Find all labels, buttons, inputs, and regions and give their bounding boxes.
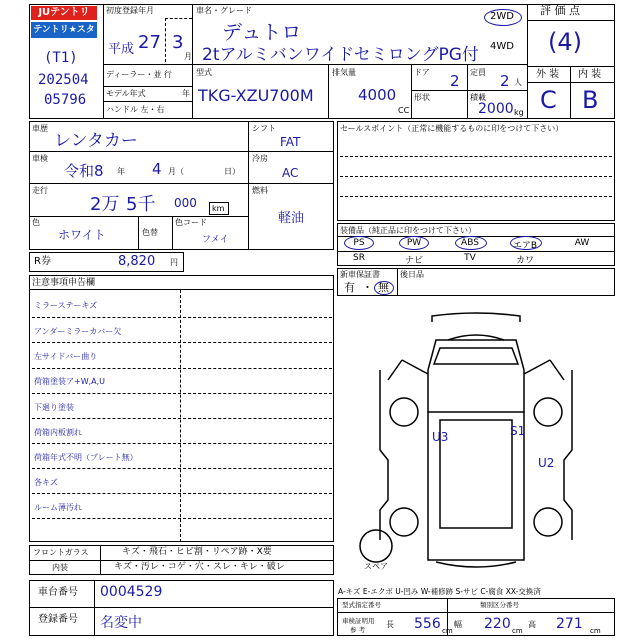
- damage-legend: A-キズ E-エクボ U-凹み W-補修跡 S-サビ C-腐食 XX-交換済: [338, 587, 541, 596]
- color-swap-label: 色替: [142, 228, 158, 237]
- notes-header: 注意事項申告欄: [32, 278, 96, 288]
- lot-id-line1: 202504: [38, 72, 89, 88]
- wheel-front-left: [390, 398, 418, 426]
- cc-unit: CC: [398, 106, 410, 115]
- width-value: 220: [484, 616, 511, 632]
- model-year-label: モデル年式: [106, 89, 146, 98]
- logo-line2: テントリ★スター: [31, 22, 97, 38]
- spare-tire: [360, 530, 392, 562]
- divider: [467, 64, 468, 119]
- shape-label: 形状: [414, 93, 430, 102]
- recycle-label: R券: [34, 256, 51, 267]
- aircon-label: 冷房: [252, 154, 268, 163]
- model-cert-label: 型式指定番号: [342, 601, 381, 609]
- mirror-stays: [388, 360, 564, 380]
- divider: [165, 18, 192, 19]
- displacement-label: 排気量: [332, 68, 356, 77]
- length-label: 長: [386, 620, 394, 629]
- equip-tv: TV: [464, 253, 476, 263]
- divider: [32, 418, 332, 419]
- divider: [29, 151, 248, 152]
- drive-4wd: 4WD: [490, 41, 514, 52]
- yen-unit: 円: [170, 258, 178, 267]
- width-unit: cm: [512, 627, 523, 635]
- wheel-front-right: [534, 398, 562, 426]
- cab-outline: [428, 340, 524, 412]
- reg-no-value: 名変中: [100, 615, 142, 631]
- divider: [397, 268, 398, 296]
- divider: [340, 196, 612, 197]
- divider: [138, 216, 139, 250]
- divider: [570, 66, 571, 119]
- doors-label: ドア: [414, 68, 430, 77]
- first-reg-era: 平成: [108, 42, 135, 57]
- note-item: 荷箱塗装ア+W,A,U: [34, 377, 106, 386]
- note-item: 荷箱年式不明（プレート無）: [34, 453, 138, 462]
- color-value: ホワイト: [58, 228, 106, 242]
- color-code-label: 色コード: [175, 218, 207, 227]
- divider: [527, 82, 615, 83]
- year-unit: 年: [182, 89, 190, 98]
- divider: [192, 4, 193, 119]
- color-code-value: フメイ: [202, 235, 229, 245]
- width-label: 幅: [454, 620, 462, 629]
- divider: [527, 20, 615, 21]
- inspection-year-unit: 年: [117, 167, 125, 176]
- equip-navi: ナビ: [404, 256, 423, 266]
- divider: [103, 86, 192, 87]
- divider: [29, 289, 334, 290]
- circle-mark: [374, 281, 394, 295]
- height-label: 高: [528, 620, 536, 629]
- divider: [248, 121, 249, 250]
- note-item: ルーム薄汚れ: [34, 503, 82, 512]
- height-value: 271: [556, 616, 583, 632]
- divider: [527, 66, 615, 67]
- front-glass-options: キズ・飛石・ヒビ割・リペア跡・X要: [122, 547, 272, 557]
- inspection-era-year: 令和8: [64, 162, 104, 180]
- history-value: レンタカー: [54, 131, 138, 151]
- damage-u3: U3: [432, 430, 449, 444]
- vehicle-name: デュトロ: [222, 20, 302, 44]
- vehicle-grade: 2tアルミバンワイドセミロングPG付: [202, 45, 479, 65]
- warranty-sep: ・: [362, 281, 373, 294]
- mileage-rest: 000: [174, 196, 197, 210]
- front-bumper-top: [432, 313, 520, 322]
- divider: [29, 607, 334, 608]
- windshield: [434, 348, 518, 364]
- reg-no-label: 登録番号: [38, 614, 78, 625]
- note-item: 下廻り塗装: [34, 403, 74, 412]
- color-label: 色: [32, 218, 40, 227]
- divider: [337, 612, 615, 613]
- note-item: 各キズ: [34, 478, 58, 487]
- model-type-label: 型式: [196, 68, 212, 77]
- divider: [32, 443, 332, 444]
- capacity-value: 2: [500, 72, 510, 90]
- divider: [328, 64, 329, 119]
- wheel-rear-right: [534, 508, 562, 536]
- divider: [165, 18, 166, 62]
- length-unit: cm: [442, 627, 453, 635]
- divider: [29, 183, 248, 184]
- divider: [180, 290, 181, 542]
- mileage-sen: 5千: [126, 194, 156, 215]
- note-item: 荷箱内板割れ: [34, 428, 82, 437]
- first-reg-year: 27: [138, 32, 161, 53]
- circle-mark: [399, 236, 429, 250]
- divider: [337, 251, 615, 252]
- damage-u2: U2: [538, 456, 555, 470]
- km-unit: km: [212, 204, 225, 213]
- first-reg-month: 3: [172, 32, 184, 53]
- divider: [32, 518, 332, 519]
- front-glass-label: フロントガラス: [33, 548, 89, 557]
- cert-label: 車検証明用: [342, 617, 375, 625]
- divider: [32, 393, 332, 394]
- wheel-rear-left: [390, 508, 418, 536]
- logo-line1: JUテントリ: [31, 6, 97, 20]
- inspection-month-unit: 月（: [168, 167, 184, 176]
- divider: [248, 151, 334, 152]
- chassis-no-label: 車台番号: [38, 587, 78, 598]
- divider: [32, 342, 332, 343]
- exterior-score: C: [540, 86, 557, 114]
- company-logo: [31, 6, 97, 51]
- mileage-label: 走行: [32, 186, 48, 195]
- aircon-value: AC: [282, 166, 299, 180]
- divider: [340, 156, 612, 157]
- capacity-unit: 人: [514, 78, 522, 87]
- mileage-man: 2万: [90, 194, 120, 215]
- equip-abs: ABS: [461, 238, 479, 248]
- interior-score: B: [582, 86, 599, 114]
- evaluation-label: 評 価 点: [540, 4, 580, 17]
- equip-leather: カワ: [515, 256, 534, 266]
- recycle-frame: [29, 252, 184, 272]
- load-unit: kg: [514, 108, 524, 117]
- mirrors: [402, 360, 550, 374]
- class-no-label: 類別区分番号: [480, 601, 519, 609]
- exterior-label: 外 装: [536, 69, 560, 80]
- capacity-label: 定員: [470, 68, 486, 77]
- recycle-fee: 8,820: [118, 254, 156, 269]
- after-date-label: 後日品: [400, 270, 424, 279]
- first-reg-label: 初度登録年月: [106, 6, 154, 15]
- divider: [29, 560, 334, 561]
- doors-value: 2: [450, 72, 460, 90]
- inspection-label: 車検: [32, 154, 48, 163]
- month-unit: 月: [184, 52, 192, 61]
- equip-pw: PW: [406, 238, 422, 248]
- model-code: TKG-XZU700M: [198, 86, 314, 105]
- divider: [32, 317, 332, 318]
- circle-mark: [510, 236, 542, 250]
- load-value: 2000: [478, 101, 514, 117]
- equip-ps: PS: [353, 238, 365, 248]
- spare-label: スペア: [364, 562, 388, 571]
- divider: [32, 468, 332, 469]
- cargo-floor: [440, 420, 512, 528]
- shift-label: シフト: [252, 124, 276, 133]
- divider: [100, 545, 101, 575]
- length-value: 556: [414, 616, 441, 632]
- displacement-value: 4000: [358, 86, 397, 104]
- height-unit: cm: [590, 627, 601, 635]
- circle-mark: [344, 236, 374, 250]
- divider: [94, 580, 95, 636]
- warranty-has: 有: [344, 281, 355, 294]
- divider: [103, 101, 192, 102]
- divider: [248, 183, 334, 184]
- interior-options: キズ・汚レ・コゲ・穴・スレ・キレ・破レ: [114, 562, 285, 572]
- note-item: ミラーステーキズ: [34, 301, 98, 310]
- divider: [32, 368, 332, 369]
- fuel-label: 燃料: [252, 186, 268, 195]
- note-item: アンダーミラーカバー欠: [34, 327, 122, 336]
- divider: [411, 90, 527, 91]
- warranty-label: 新車保証書: [340, 270, 380, 279]
- divider: [527, 4, 528, 119]
- chassis-no-value: 0004529: [100, 584, 163, 600]
- damage-s1: S1: [510, 424, 526, 438]
- note-item: 左サイドバー曲り: [34, 352, 98, 361]
- drive-2wd: 2WD: [490, 11, 514, 22]
- interior-row-label: 内装: [52, 563, 68, 572]
- divider: [172, 216, 173, 250]
- handle-label: ハンドル 左・右: [106, 105, 165, 114]
- lot-code: (T1): [44, 50, 78, 66]
- divider: [32, 493, 332, 494]
- sales-points-label: セールスポイント（正常に機能するものに印をつけて下さい）: [340, 124, 564, 133]
- equip-airbag: エアB: [512, 241, 538, 251]
- overall-score: (4): [548, 28, 582, 56]
- vehicle-diagram: [340, 300, 612, 585]
- interior-label: 内 装: [578, 69, 602, 80]
- name-grade-label: 車名・グレード: [196, 6, 252, 15]
- sales-points-frame: [337, 121, 615, 221]
- history-label: 車歴: [32, 124, 48, 133]
- left-side: [380, 370, 388, 540]
- equip-sr: SR: [353, 253, 365, 263]
- equipment-label: 装備品（純正品に印をつけて下さい）: [340, 226, 476, 235]
- divider: [340, 176, 612, 177]
- rear-bumper: [436, 562, 516, 567]
- equip-aw: AW: [574, 238, 590, 248]
- circle-mark: [455, 236, 487, 250]
- reference-label: 参 考: [350, 626, 366, 634]
- dealer-label: ディーラー・並 行: [106, 70, 172, 79]
- inspection-month: 4: [152, 160, 162, 178]
- divider: [411, 64, 412, 119]
- fuel-value: 軽油: [278, 211, 305, 226]
- inspection-day-unit: 日）: [224, 167, 240, 176]
- lot-id-line2: 05796: [44, 92, 87, 108]
- shift-value: FAT: [280, 135, 301, 149]
- right-side: [564, 370, 572, 540]
- load-label: 積載: [470, 93, 486, 102]
- warranty-none: 無: [378, 281, 389, 294]
